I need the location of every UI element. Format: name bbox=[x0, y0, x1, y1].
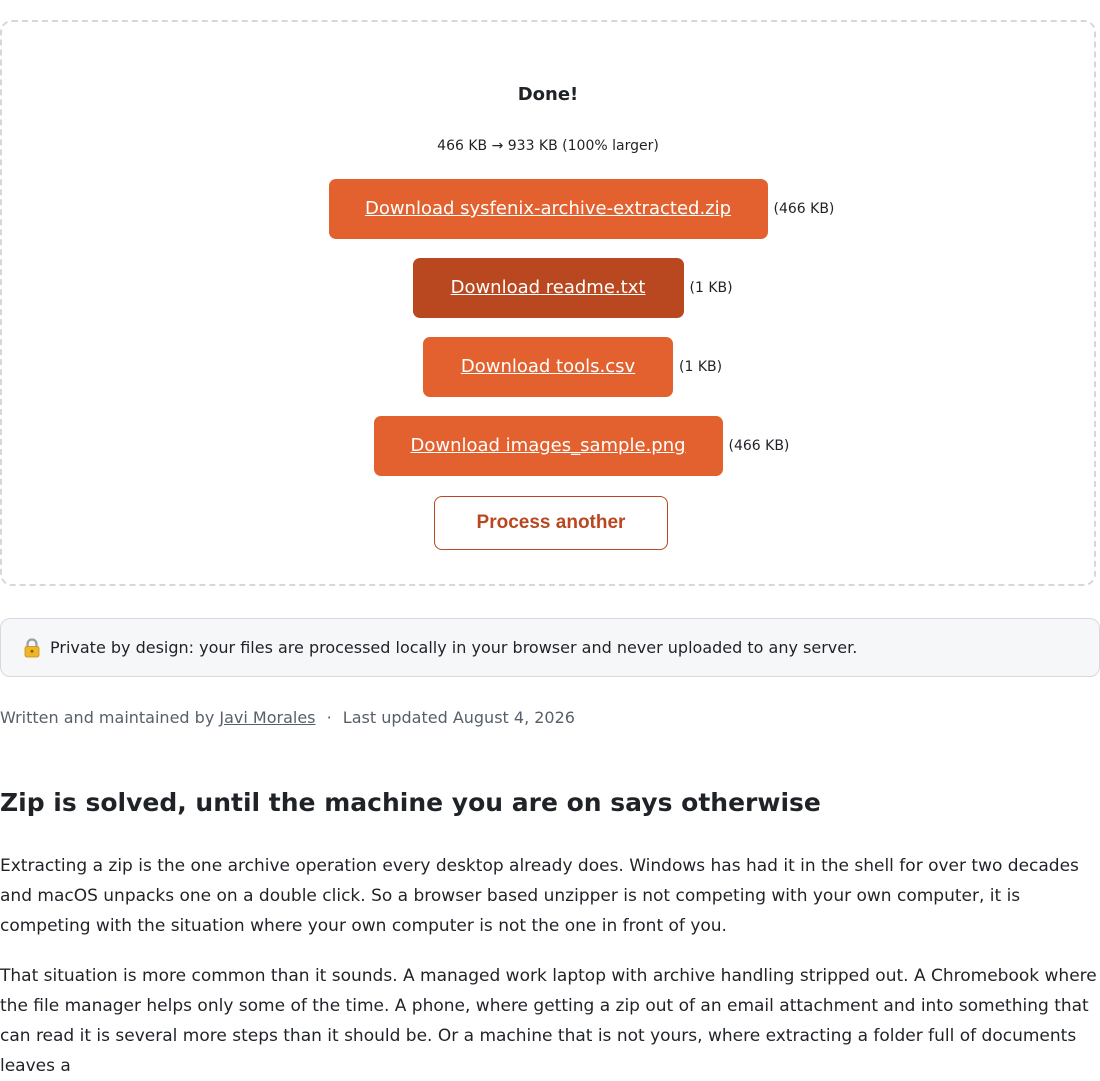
download-row bbox=[2, 337, 1094, 397]
privacy-notice bbox=[0, 618, 1100, 677]
privacy-text: Private by design: your files are processed locally in your browser and never uploaded to any server. bbox=[50, 638, 858, 657]
download-size: (466 KB) bbox=[728, 438, 790, 454]
download-readme-button[interactable]: Download readme.txt bbox=[413, 258, 684, 318]
download-csv-button[interactable]: Download tools.csv bbox=[423, 337, 673, 397]
result-panel bbox=[0, 20, 1096, 586]
article-title: Zip is solved, until the machine you are on says otherwise bbox=[0, 788, 821, 817]
last-updated: Last updated August 4, 2026 bbox=[342, 708, 575, 727]
author-link[interactable]: Javi Morales bbox=[219, 708, 316, 727]
byline bbox=[0, 708, 575, 727]
download-row bbox=[2, 258, 1094, 318]
size-summary: 466 KB → 933 KB (100% larger) bbox=[437, 138, 659, 154]
download-size: (1 KB) bbox=[679, 359, 723, 375]
byline-prefix: Written and maintained by bbox=[0, 708, 215, 727]
done-title: Done! bbox=[517, 84, 579, 105]
download-row bbox=[2, 416, 1094, 476]
lock-icon bbox=[23, 638, 41, 658]
article-paragraph: That situation is more common than it sounds. A managed work laptop with archive handling stripped out. A Chromebook where the file manager helps only some of the time. A phone, where getting a zip out of an email attachment and into something that can read it is several more steps than it should be. Or a machine that is not yours, where extracting a folder full of documents leaves a bbox=[0, 966, 1097, 1076]
download-row bbox=[2, 179, 1094, 239]
download-png-button[interactable]: Download images_sample.png bbox=[374, 416, 723, 476]
download-size: (1 KB) bbox=[689, 280, 733, 296]
process-another-button[interactable]: Process another bbox=[434, 496, 668, 550]
download-zip-button[interactable]: Download sysfenix-archive-extracted.zip bbox=[329, 179, 768, 239]
article-paragraph: Extracting a zip is the one archive operation every desktop already does. Windows has had it in the shell for over two decades and macOS unpacks one on a double click. So a browser based unzipper is not competing with your own computer, it is competing with the situation where your own computer is not the one in front of you. bbox=[0, 856, 1079, 936]
byline-separator: · bbox=[326, 708, 332, 727]
download-size: (466 KB) bbox=[773, 201, 835, 217]
